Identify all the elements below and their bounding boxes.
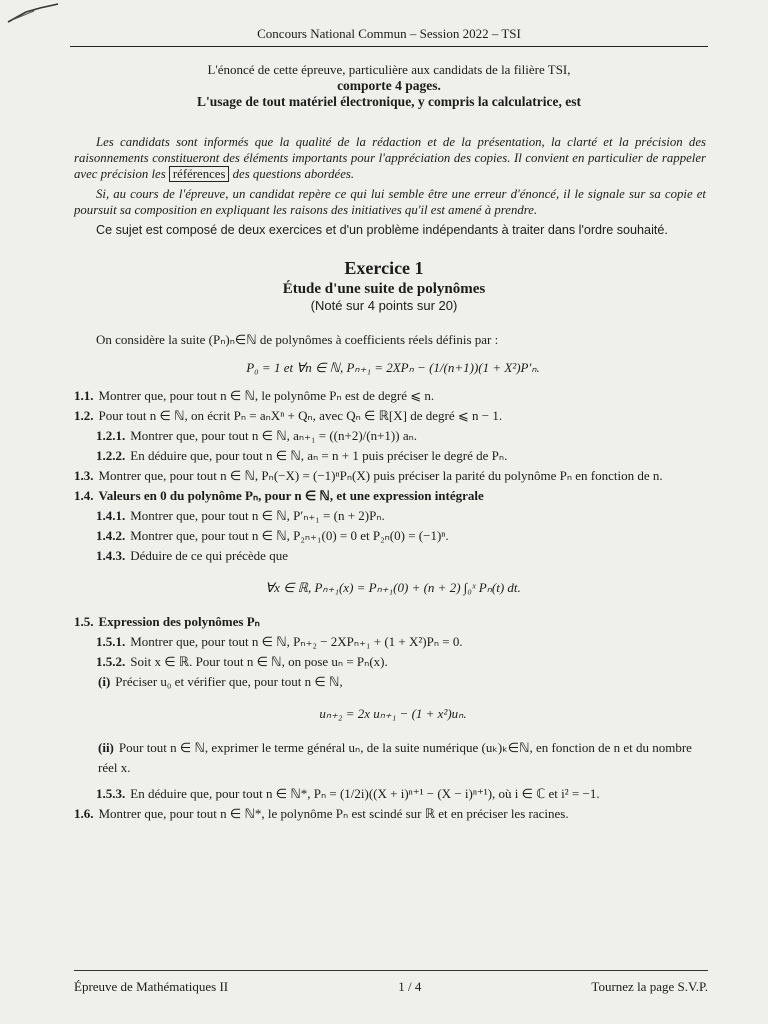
exercise-heading <box>0 258 768 313</box>
q-number: 1.2. <box>74 408 94 423</box>
q-text: Montrer que, pour tout n ∈ ℕ, aₙ₊₁ = ((n+2)/(n+1)) aₙ. <box>130 428 418 443</box>
notice-paragraph-1 <box>74 134 706 182</box>
notice-paragraph-3: Ce sujet est composé de deux exercices et d'un problème indépendants à traiter dans l'ordre souhaité. <box>96 223 668 237</box>
q-text: Pour tout n ∈ ℕ, exprimer le terme général uₙ, de la suite numérique (uₖ)ₖ∈ℕ, en fonction de n et du nombre réel x. <box>98 740 692 775</box>
q-number: 1.2.1. <box>96 428 126 443</box>
q-number: (ii) <box>98 740 114 755</box>
q-number: 1.3. <box>74 468 94 483</box>
footer-left: Épreuve de Mathématiques II <box>74 979 229 994</box>
exercise-note: (Noté sur 4 points sur 20) <box>310 298 458 313</box>
question-1-4 <box>74 486 712 506</box>
question-1-4-3 <box>74 546 712 566</box>
question-1-5-2-i <box>74 672 712 692</box>
q-text: Montrer que, pour tout n ∈ ℕ, P₂ₙ₊₁(0) = 0 et P₂ₙ(0) = (−1)ⁿ. <box>130 528 449 543</box>
q-number: 1.2.2. <box>96 448 126 463</box>
intro-line-3: L'usage de tout matériel électronique, y compris la calculatrice, est <box>196 94 582 109</box>
question-1-4-2 <box>74 526 712 546</box>
intro-line-2: comporte 4 pages. <box>337 78 441 93</box>
q-number: 1.5. <box>74 614 94 629</box>
recurrence-equation: uₙ₊₂ = 2x uₙ₊₁ − (1 + x²)uₙ. <box>319 706 467 721</box>
question-1-5-1 <box>74 632 712 652</box>
q-text: Déduire de ce qui précède que <box>130 548 288 563</box>
q-text: Montrer que, pour tout n ∈ ℕ, P′ₙ₊₁ = (n + 2)Pₙ. <box>130 508 385 523</box>
q-text: En déduire que, pour tout n ∈ ℕ*, Pₙ = (1/2i)((X + i)ⁿ⁺¹ − (X − i)ⁿ⁺¹), où i ∈ ℂ et i² = −1. <box>130 786 600 801</box>
exercise-title: Exercice 1 <box>344 258 424 278</box>
q-text: Expression des polynômes Pₙ <box>98 614 260 629</box>
question-1-3 <box>74 466 712 486</box>
q-text: Montrer que, pour tout n ∈ ℕ, le polynôme Pₙ est de degré ⩽ n. <box>98 388 435 403</box>
notice-block <box>74 134 706 242</box>
question-1-5-2 <box>74 652 712 672</box>
question-1-6 <box>74 804 712 824</box>
question-1-1 <box>74 386 712 406</box>
question-1-5-3 <box>74 784 712 804</box>
q-text: Montrer que, pour tout n ∈ ℕ*, le polynôme Pₙ est scindé sur ℝ et en préciser les racines. <box>98 806 569 821</box>
exercise-body <box>74 330 712 824</box>
q-number: 1.4.3. <box>96 548 126 563</box>
q-number: 1.4. <box>74 488 94 503</box>
question-1-2-2 <box>74 446 712 466</box>
q-number: 1.1. <box>74 388 94 403</box>
question-1-4-1 <box>74 506 712 526</box>
integral-equation: ∀x ∈ ℝ, Pₙ₊₁(x) = Pₙ₊₁(0) + (n + 2) ∫₀ˣ Pₙ(t) dt. <box>265 580 521 595</box>
q-number: 1.6. <box>74 806 94 821</box>
q-number: 1.4.1. <box>96 508 126 523</box>
intro-line-1: L'énoncé de cette épreuve, particulière aux candidats de la filière TSI, <box>207 62 571 77</box>
q-text: En déduire que, pour tout n ∈ ℕ, aₙ = n + 1 puis préciser le degré de Pₙ. <box>130 448 508 463</box>
q-text: Soit x ∈ ℝ. Pour tout n ∈ ℕ, on pose uₙ = Pₙ(x). <box>130 654 388 669</box>
q-text: Préciser u₀ et vérifier que, pour tout n ∈ ℕ, <box>115 674 343 689</box>
sequence-intro: On considère la suite (Pₙ)ₙ∈ℕ de polynômes à coefficients réels définis par : <box>96 332 499 347</box>
page-header: Concours National Commun – Session 2022 – TSI <box>70 26 708 47</box>
notice-paragraph-2: Si, au cours de l'épreuve, un candidat repère ce qui lui semble être une erreur d'énoncé, il le signale sur sa copie et poursuit sa composition en expliquant les raisons des initiatives qu'il est amené à prendre. <box>74 187 706 217</box>
notice-p1-end: des questions abordées. <box>232 167 355 181</box>
q-text: Pour tout n ∈ ℕ, on écrit Pₙ = aₙXⁿ + Qₙ, avec Qₙ ∈ ℝ[X] de degré ⩽ n − 1. <box>98 408 503 423</box>
sequence-definition: P₀ = 1 et ∀n ∈ ℕ, Pₙ₊₁ = 2XPₙ − (1/(n+1))(1 + X²)P′ₙ. <box>246 360 540 375</box>
question-1-2 <box>74 406 712 426</box>
notice-p1-text: Les candidats sont informés que la qualité de la rédaction et de la présentation, la clarté et la précision des raisonnements constitueront des éléments importants pour l'appréciation des copies. Il convient en particulier de rappeler avec précision les <box>74 135 706 181</box>
question-1-5 <box>74 612 712 632</box>
q-number: 1.4.2. <box>96 528 126 543</box>
q-text: Montrer que, pour tout n ∈ ℕ, Pₙ₊₂ − 2XPₙ₊₁ + (1 + X²)Pₙ = 0. <box>130 634 463 649</box>
exercise-subtitle: Étude d'une suite de polynômes <box>282 281 486 297</box>
intro-block <box>70 62 708 110</box>
q-number: 1.5.2. <box>96 654 126 669</box>
q-text: Valeurs en 0 du polynôme Pₙ, pour n ∈ ℕ, et une expression intégrale <box>98 488 484 503</box>
page-number: 1 / 4 <box>398 979 422 994</box>
pen-scribble-mark <box>6 2 62 24</box>
q-number: (i) <box>98 674 111 689</box>
q-text: Montrer que, pour tout n ∈ ℕ, Pₙ(−X) = (−1)ⁿPₙ(X) puis préciser la parité du polynôme Pₙ en fonction de n. <box>98 468 663 483</box>
question-1-2-1 <box>74 426 712 446</box>
references-box: références <box>169 166 230 182</box>
q-number: 1.5.1. <box>96 634 126 649</box>
footer-right: Tournez la page S.V.P. <box>591 979 708 994</box>
page-footer <box>74 970 708 995</box>
question-1-5-2-ii <box>74 738 712 778</box>
q-number: 1.5.3. <box>96 786 126 801</box>
